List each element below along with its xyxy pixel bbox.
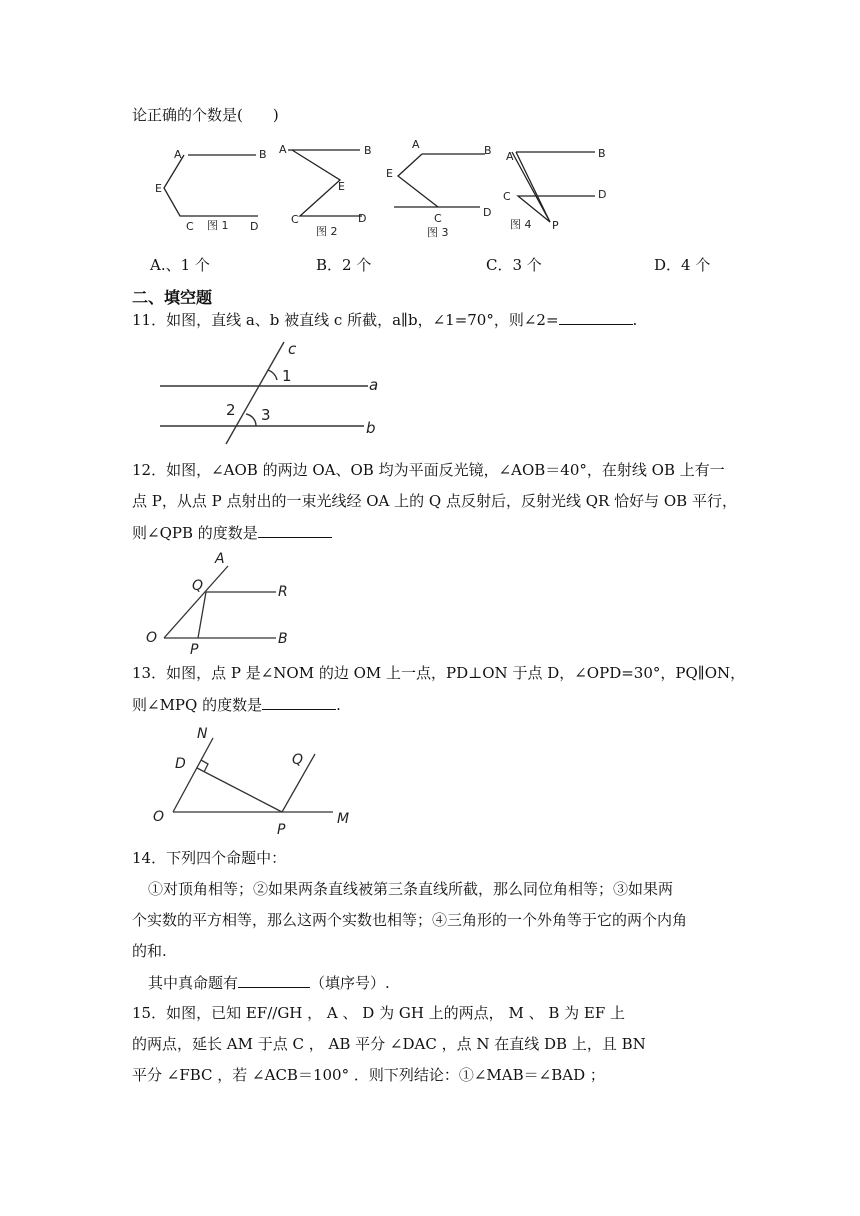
f1-caption: 图 1 <box>207 219 229 232</box>
q11-label-3: 3 <box>261 406 271 424</box>
f2-caption: 图 2 <box>316 225 338 238</box>
f4-caption: 图 4 <box>510 218 532 231</box>
q14-head: 14．下列四个命题中： <box>132 849 287 867</box>
q14-line2: 个实数的平方相等，那么这两个实数也相等；④三角形的一个外角等于它的两个内角 <box>132 911 688 929</box>
q15-line1: 15．如图，已知 EF//GH ， A 、 D 为 GH 上的两点， M 、 B 为 EF 上 <box>132 1004 626 1022</box>
q14-line3: 的和. <box>132 942 167 960</box>
q11-text: 11．如图，直线 a、b 被直线 c 所截，a∥b，∠1=70°，则∠2= . <box>132 308 637 331</box>
q11-figure <box>150 340 390 450</box>
q12-line3: 则∠QPB 的度数是 <box>132 521 332 544</box>
f4-D: D <box>598 188 607 201</box>
q12-label-O: O <box>146 630 158 646</box>
q13-label-Q: Q <box>292 752 304 768</box>
q10-figures <box>140 130 640 240</box>
f2-C: C <box>291 213 299 226</box>
q12-figure <box>140 548 310 658</box>
option-c: C．3 个 <box>486 256 542 274</box>
q14-line4: 其中真命题有 （填序号）. <box>148 971 390 994</box>
f2-D: D <box>358 212 367 225</box>
f4-P: P <box>552 219 559 232</box>
f4-C: C <box>503 190 511 203</box>
q12-label-A: A <box>215 551 225 567</box>
q12-label-R: R <box>278 584 288 600</box>
section-title: 二、填空题 <box>132 288 213 307</box>
f1-D: D <box>250 220 259 233</box>
q15-line2: 的两点，延长 AM 于点 C ， AB 平分 ∠DAC ，点 N 在直线 DB 上，且 BN <box>132 1035 646 1053</box>
q13-line1: 13．如图，点 P 是∠NOM 的边 OM 上一点，PD⊥ON 于点 D，∠OPD=30°，PQ∥ON， <box>132 664 746 682</box>
option-b: B．2 个 <box>316 256 372 274</box>
f3-C: C <box>434 212 442 225</box>
f3-caption: 图 3 <box>427 226 449 239</box>
q13-line2: 则∠MPQ 的度数是 . <box>132 693 341 716</box>
q12-label-Q: Q <box>192 578 204 594</box>
f2-A: A <box>279 143 287 156</box>
option-a: A.、1 个 <box>150 256 210 274</box>
f3-D: D <box>483 206 492 219</box>
q11-label-1: 1 <box>282 367 292 385</box>
q13-figure <box>145 722 365 842</box>
q12-line1: 12．如图，∠AOB 的两边 OA、OB 均为平面反光镜，∠AOB＝40°，在射线 OB 上有一 <box>132 461 725 479</box>
q14-line1: ①对顶角相等；②如果两条直线被第三条直线所截，那么同位角相等；③如果两 <box>148 880 674 898</box>
f4-A: A <box>506 150 514 163</box>
q13-label-N: N <box>197 726 208 742</box>
q12-label-B: B <box>278 631 288 647</box>
q13-label-D: D <box>175 756 186 772</box>
option-d: D．4 个 <box>654 256 711 274</box>
f3-B: B <box>484 144 492 157</box>
q15-line3: 平分 ∠FBC ，若 ∠ACB＝100° ．则下列结论：①∠MAB＝∠BAD ； <box>132 1066 605 1084</box>
q13-label-O: O <box>153 809 165 825</box>
f3-A: A <box>412 138 420 151</box>
f1-B: B <box>259 148 267 161</box>
q10-intro: 论正确的个数是( ) <box>132 106 279 124</box>
f1-A: A <box>174 148 182 161</box>
q13-label-M: M <box>337 811 350 827</box>
f3-E: E <box>386 167 393 180</box>
q11-label-a: a <box>369 376 379 394</box>
q13-label-P: P <box>277 822 286 838</box>
q11-label-c: c <box>288 340 297 358</box>
f2-B: B <box>364 144 372 157</box>
q11-label-2: 2 <box>226 401 236 419</box>
q12-label-P: P <box>190 642 199 658</box>
q12-line2: 点 P，从点 P 点射出的一束光线经 OA 上的 Q 点反射后，反射光线 QR 恰好与 OB 平行， <box>132 492 737 510</box>
f4-B: B <box>598 147 606 160</box>
f2-E: E <box>338 180 345 193</box>
q11-label-b: b <box>366 419 376 437</box>
f1-E: E <box>155 182 162 195</box>
f1-C: C <box>186 220 194 233</box>
